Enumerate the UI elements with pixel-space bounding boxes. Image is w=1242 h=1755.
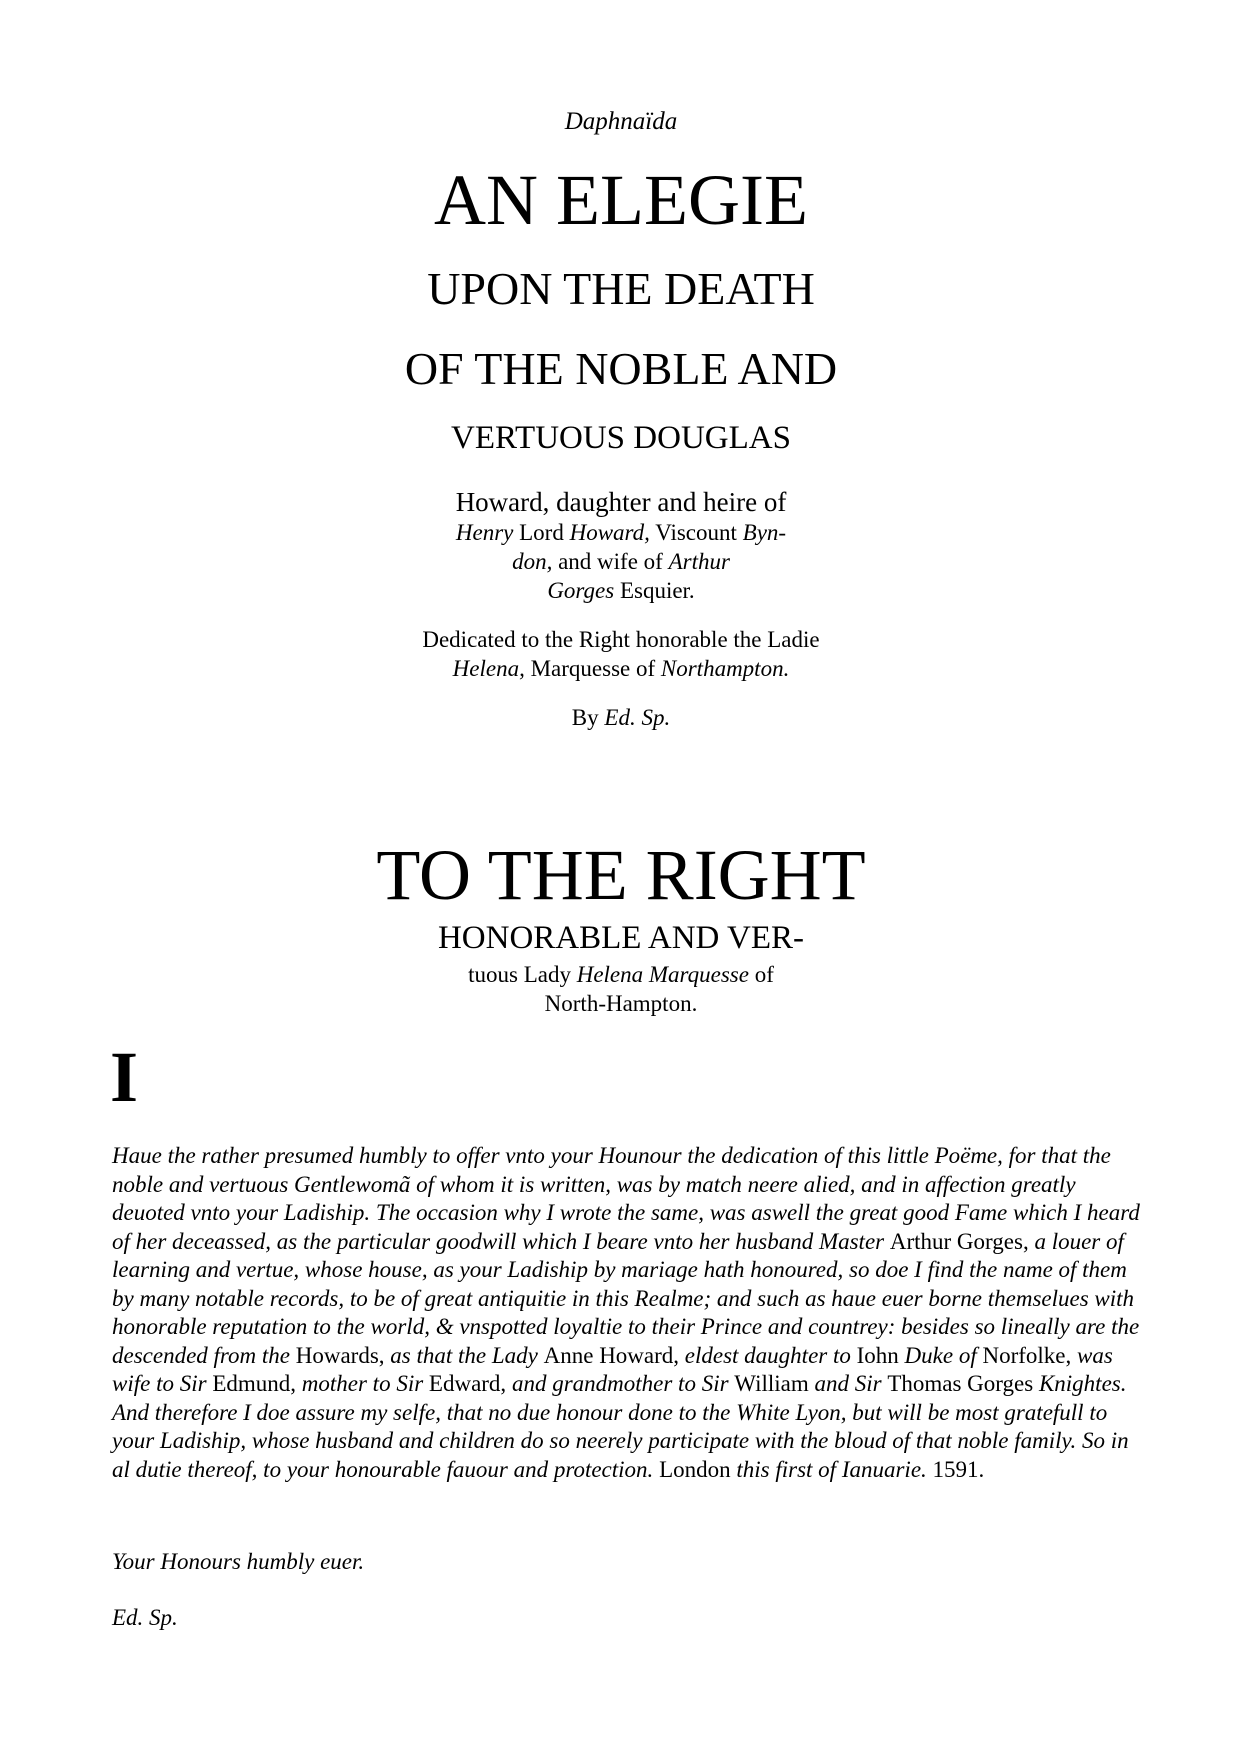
name-arthur-gorges: Arthur Gorges,: [889, 1228, 1029, 1254]
subtitle-line-4-part-a: Gorges: [547, 578, 615, 603]
letter-text-10: Knightes. And therefore I doe assure my selfe, that no due honour done to the White Lyon, but will be most gratefull to your Ladiship, whose husband and children do so neerely participate with the bloud of that noble family. So in al dutie thereof, to your honourable fauour and protection.: [112, 1371, 1129, 1482]
subtitle-line-2: [0, 518, 1242, 547]
name-anne-howard: Anne Howard,: [543, 1342, 680, 1368]
addressee-part-c: of: [748, 962, 774, 987]
title-line-3: OF THE NOBLE AND: [404, 343, 838, 394]
place-london: London: [659, 1456, 731, 1482]
letter-text-6: was wife to Sir: [112, 1342, 1113, 1396]
name-thomas-gorges: Thomas Gorges: [887, 1371, 1034, 1396]
letter-text-3: as that the Lady: [384, 1342, 544, 1368]
name-william: William: [734, 1371, 809, 1396]
addressee-part-b: Helena Marquesse: [576, 962, 749, 987]
kicker-title: Daphnaïda: [564, 108, 678, 135]
main-title: AN ELEGIE: [434, 160, 808, 240]
title-line-2: UPON THE DEATH: [427, 263, 815, 314]
subtitle-line-2-part-d: Viscount: [649, 520, 743, 545]
dedication-line-2-part-a: Helena,: [452, 656, 525, 681]
name-edward: Edward,: [428, 1371, 507, 1396]
letter-text-5: Duke of: [898, 1342, 983, 1368]
subtitle-line-4-part-b: Esquier.: [614, 578, 695, 603]
letter-text-7: mother to Sir: [296, 1371, 429, 1396]
dedication-addressee: [0, 960, 1242, 1018]
addressee-part-a: tuous Lady: [468, 962, 577, 987]
subtitle-line-1: Howard, daughter and heire of: [455, 487, 787, 517]
subtitle-line-2-part-a: Henry: [455, 520, 514, 545]
subtitle-line-3-part-c: Arthur: [668, 549, 730, 574]
dedication-line-2-part-c: Northampton.: [660, 656, 790, 681]
letter-body: [112, 1142, 1142, 1484]
addressee-line-2: North-Hampton.: [544, 991, 698, 1016]
date-year: 1591.: [932, 1456, 985, 1482]
byline-prefix: By: [571, 705, 605, 730]
name-norfolke: Norfolke,: [982, 1342, 1072, 1368]
letter-text-8: and grandmother to Sir: [506, 1371, 735, 1396]
dedication-line-2: [0, 654, 1242, 683]
title-line-4: VERTUOUS DOUGLAS: [451, 420, 791, 456]
drop-cap: I: [110, 1037, 139, 1117]
letter-text-9: and Sir: [808, 1371, 888, 1396]
dedication-subheading: HONORABLE AND VER-: [437, 920, 805, 956]
letter-signature: Ed. Sp.: [112, 1605, 178, 1630]
subtitle-line-2-part-e: Byn-: [742, 520, 787, 545]
subtitle-block: [0, 486, 1242, 605]
dedication-line-1: Dedicated to the Right honorable the Ladie: [422, 627, 820, 652]
name-iohn: Iohn: [856, 1342, 899, 1368]
subtitle-line-3: [0, 547, 1242, 576]
byline: [0, 705, 1242, 731]
letter-text-2: a louer of learning and vertue, whose house, as your Ladiship by mariage hath honoured, so doe I find the name of them by many notable records, to be of great antiquitie in this Realme; and such as haue euer borne themselues with honorable reputation to the world, & vnspotted loyaltie to their Prince and countrey: besides so lineally are the descended from the: [112, 1228, 1140, 1368]
dedication-heading: TO THE RIGHT: [376, 835, 866, 915]
letter-text-11: this first of Ianuarie.: [730, 1456, 933, 1482]
name-edmund: Edmund,: [212, 1371, 297, 1396]
subtitle-line-4: [0, 576, 1242, 605]
letter-closing: Your Honours humbly euer.: [112, 1549, 365, 1574]
dedication-line-2-part-b: Marquesse of: [524, 656, 661, 681]
letter-text-4: eldest daughter to: [679, 1342, 857, 1368]
addressee-line-1: [0, 960, 1242, 989]
subtitle-line-2-part-b: Lord: [513, 520, 570, 545]
letter-text-1: Haue the rather presumed humbly to offer vnto your Hounour the dedication of this little Poëme, for that the noble and vertuous Gentlewomã of whom it is written, was by match neere alied, and in affection greatly deuoted vnto your Ladiship. The occasion why I wrote the same, was aswell the great good Fame which I heard of her deceassed, as the particular goodwill which I beare vnto her husband Master: [112, 1143, 1140, 1254]
subtitle-line-3-part-b: and wife of: [552, 549, 669, 574]
byline-author: Ed. Sp.: [604, 705, 671, 730]
name-howards: Howards,: [295, 1342, 385, 1368]
subtitle-line-3-part-a: don,: [512, 549, 553, 574]
dedication-note: [0, 625, 1242, 683]
subtitle-line-2-part-c: Howard,: [569, 520, 650, 545]
